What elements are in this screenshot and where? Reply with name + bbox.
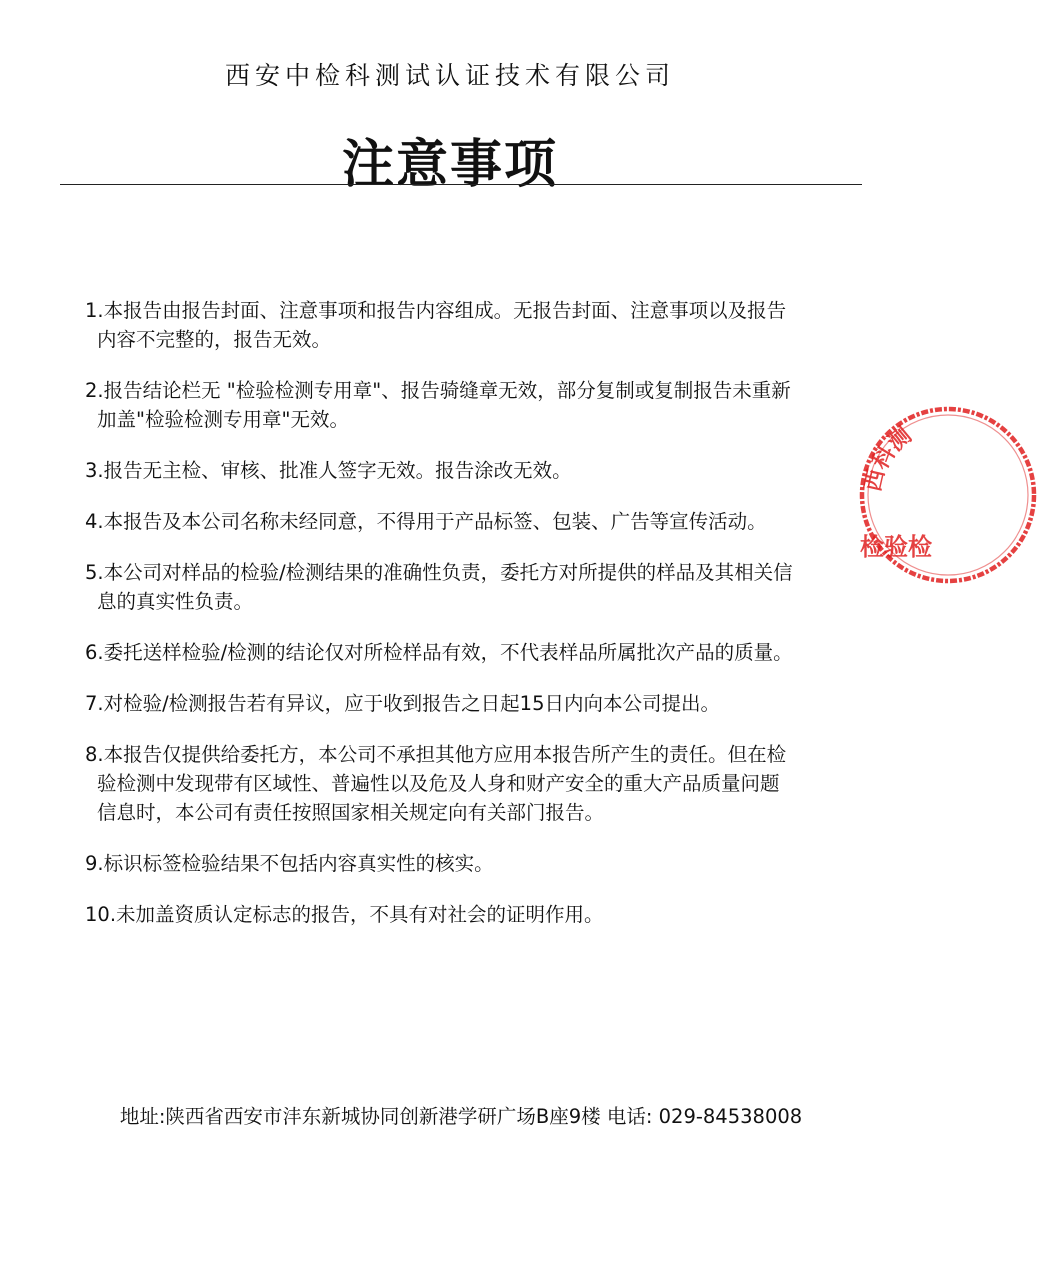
footer-address: 地址:陕西省西安市沣东新城协同创新港学研广场B座9楼 电话: 029-84538008 [119,1105,803,1128]
note-item: 2.报告结论栏无 "检验检测专用章"、报告骑缝章无效，部分复制或复制报告未重新加盖"检验检测专用章"无效。 [85,379,791,431]
page-title: 注意事项 [341,135,558,195]
seal-text-top: 西科测 [860,423,917,494]
seal-stamp-icon [858,405,1038,585]
note-item: 6.委托送样检验/检测的结论仅对所检样品有效，不代表样品所属批次产品的质量。 [85,641,793,664]
notes-list [85,296,797,951]
note-item: 5.本公司对样品的检验/检测结果的准确性负责，委托方对所提供的样品及其相关信息的真实性负责。 [85,561,793,613]
note-item: 1.本报告由报告封面、注意事项和报告内容组成。无报告封面、注意事项以及报告内容不完整的，报告无效。 [85,299,787,351]
note-item: 8.本报告仅提供给委托方，本公司不承担其他方应用本报告所产生的责任。但在检验检测中发现带有区域性、普遍性以及危及人身和财产安全的重大产品质量问题信息时，本公司有责任按照国家相关规定向有关部门报告。 [85,743,787,824]
note-item: 10.未加盖资质认定标志的报告，不具有对社会的证明作用。 [85,903,604,926]
title-divider [60,184,862,185]
note-item: 4.本报告及本公司名称未经同意，不得用于产品标签、包装、广告等宣传活动。 [85,510,767,533]
note-item: 7.对检验/检测报告若有异议，应于收到报告之日起15日内向本公司提出。 [85,692,720,715]
company-name: 西安中检科测试认证技术有限公司 [224,61,675,90]
note-item: 9.标识标签检验结果不包括内容真实性的核实。 [85,852,494,875]
svg-text:西科测 [861,423,917,494]
seal-text-bottom: 检验检 [860,533,932,561]
note-item: 3.报告无主检、审核、批准人签字无效。报告涂改无效。 [85,459,572,482]
